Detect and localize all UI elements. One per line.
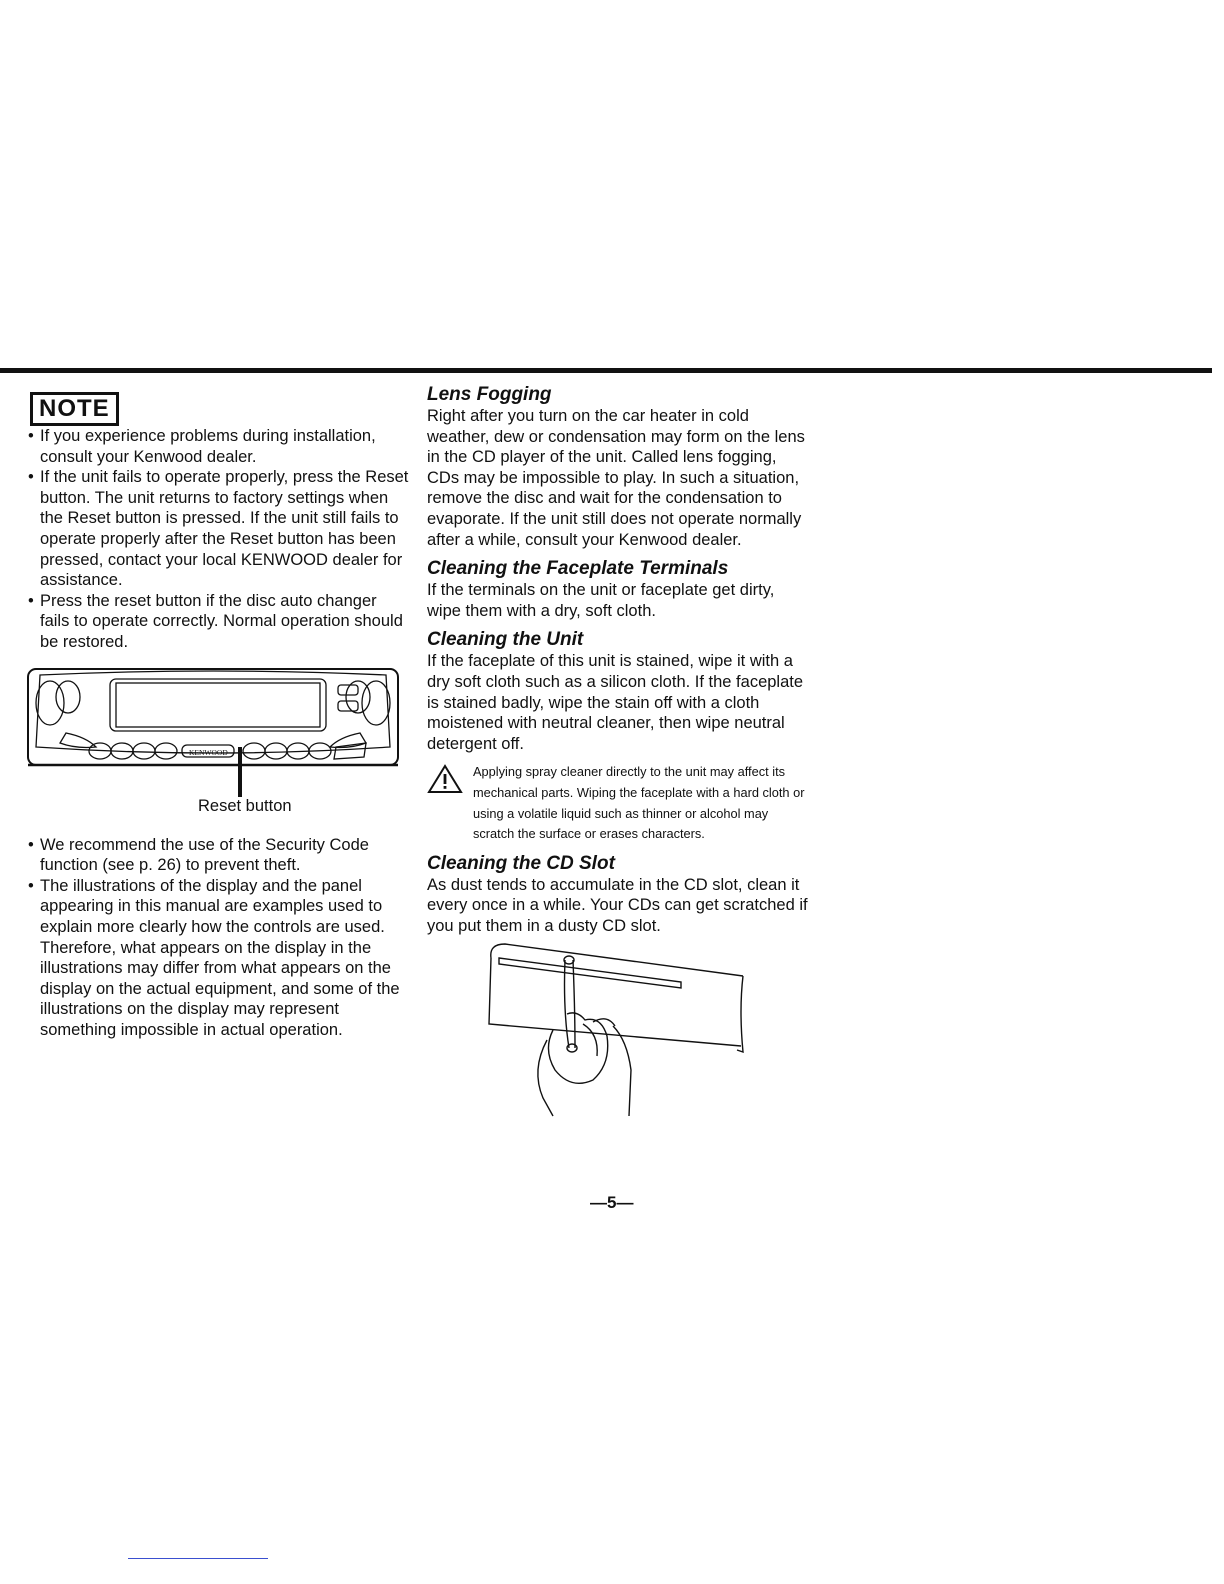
section-body-lens-fogging: Right after you turn on the car heater in cold weather, dew or condensation may form on the lens in the CD player of the unit. Called lens fogging, CDs may be impossible to play. In such a situation, remove the disc and wait for the condensation to evaporate. If the unit still does not operate normally after a while, consult your Kenwood dealer. [427, 407, 805, 549]
bullet-icon: • [28, 876, 34, 895]
caution-text: Applying spray cleaner directly to the unit may affect its mechanical parts. Wiping the faceplate with a hard cloth or using a volatile liquid such as thinner or alcohol may scratch the surface or erases characters. [473, 764, 805, 842]
bullet-icon: • [28, 427, 34, 445]
section-title-faceplate-terminals: Cleaning the Faceplate Terminals [427, 558, 729, 580]
note-list-top [28, 426, 410, 653]
section-title-cleaning-unit: Cleaning the Unit [427, 629, 584, 651]
top-rule [0, 368, 1212, 373]
page-number: —5— [590, 1193, 634, 1212]
left-column [28, 392, 410, 1040]
faceplate-figure [26, 667, 402, 835]
faceplate-illustration [26, 667, 402, 797]
brand-logo: KENWOOD [189, 747, 228, 757]
list-item: • Press the reset button if the disc auto changer fails to operate correctly. Normal operation should be restored. [28, 591, 403, 651]
note-list-bottom [28, 835, 410, 1041]
section-body-cleaning-unit: If the faceplate of this unit is stained, wipe it with a dry soft cloth such as a silicon cloth. If the faceplate is stained badly, wipe the stain off with a cloth moistened with neutral cleaner, then wipe neutral detergent off. [427, 652, 804, 753]
caution-note [427, 762, 812, 844]
list-item: • If the unit fails to operate properly, press the Reset button. The unit returns to factory settings when the Reset button is pressed. If the unit still fails to operate properly after the Reset button has been pressed, contact your local KENWOOD dealer for assistance. [28, 468, 409, 590]
list-item: • The illustrations of the display and the panel appearing in this manual are examples used to explain more clearly how the controls are used. Therefore, what appears on the display in the illustrations may differ from what appears on the display on the actual equipment, and some of the illustrations on the display may represent something impossible in actual operation. [28, 876, 400, 1039]
section-body-cd-slot: As dust tends to accumulate in the CD slot, clean it every once in a while. Your CDs can get scratched if you put them in a dusty CD slot. [427, 875, 808, 935]
reset-button-label: Reset button [198, 796, 292, 815]
cd-slot-cleaning-illustration [481, 940, 761, 1120]
section-title-lens-fogging: Lens Fogging [427, 384, 552, 405]
section-body-faceplate-terminals: If the terminals on the unit or faceplate get dirty, wipe them with a dry, soft cloth. [427, 581, 775, 620]
list-item: • We recommend the use of the Security Code function (see p. 26) to prevent theft. [28, 835, 369, 875]
bullet-icon: • [28, 591, 34, 610]
section-title-cd-slot: Cleaning the CD Slot [427, 852, 615, 874]
reset-pointer [238, 747, 242, 797]
bullet-icon: • [28, 835, 34, 854]
note-heading: NOTE [30, 392, 119, 426]
footer-rule [128, 1558, 268, 1559]
warning-triangle-icon [427, 764, 463, 794]
right-column [427, 384, 812, 1125]
bullet-icon: • [28, 468, 34, 487]
list-item: • If you experience problems during installation, consult your Kenwood dealer. [28, 427, 376, 466]
